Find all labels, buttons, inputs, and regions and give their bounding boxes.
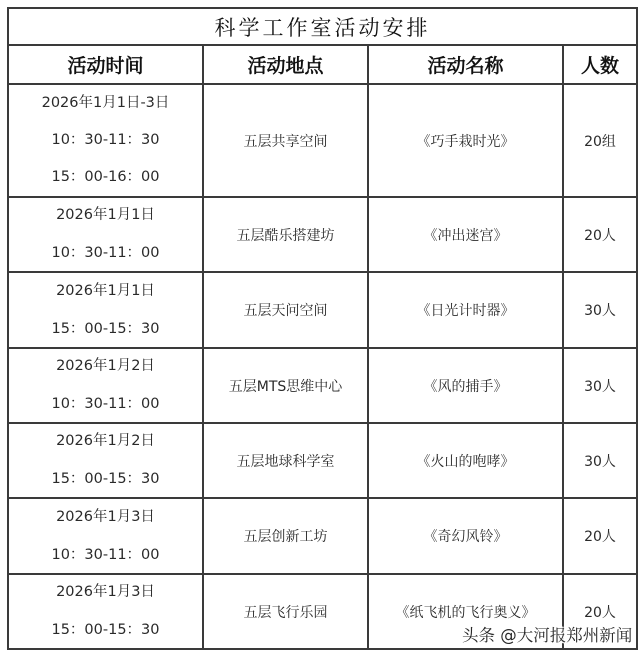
activity-name-cell: 《冲出迷宫》 [368,197,563,272]
date-text: 2026年1月3日 [56,584,155,600]
headcount-cell: 30人 [563,272,637,348]
date-text: 2026年1月1日 [56,282,155,299]
headcount-cell: 30人 [563,423,637,498]
time-cell [8,574,203,649]
date-text: 2026年1月1日-3日 [41,95,170,111]
title-row [8,8,637,45]
headcount-cell: 30人 [563,348,637,423]
location-cell: 五层天问空间 [203,272,368,348]
source-watermark: 头条 @大河报郑州新闻 [462,626,633,645]
table-row [8,84,637,197]
activity-name-cell: 《风的捕手》 [368,348,563,423]
location-cell: 五层共享空间 [203,84,368,197]
location-cell: 五层酷乐搭建坊 [203,197,368,272]
time-range-text: 10：30-11：00 [51,396,160,412]
activity-name-cell: 《日光计时器》 [368,272,563,348]
date-text: 2026年1月2日 [56,358,155,374]
time-range-text: 15：00-15：30 [51,320,160,337]
table-title: 科学工作室活动安排 [8,8,637,45]
time-cell [8,197,203,272]
location-cell: 五层MTS思维中心 [203,348,368,423]
activity-name-cell: 《奇幻风铃》 [368,498,563,574]
time-range-text: 10：30-11：00 [51,546,160,563]
date-text: 2026年1月1日 [56,207,155,223]
headcount-cell: 20人 [563,574,637,649]
time-cell [8,84,203,197]
column-header-time: 活动时间 [8,45,203,84]
column-header-location: 活动地点 [203,45,368,84]
location-cell: 五层创新工坊 [203,498,368,574]
time-cell [8,272,203,348]
activity-name-cell: 《纸飞机的飞行奥义》 [368,574,563,649]
table-row [8,423,637,498]
table-row [8,272,637,348]
activity-schedule-table [7,7,638,650]
time-range-text: 10：30-11：00 [51,245,160,261]
column-header-row [8,45,637,84]
activity-name-cell: 《巧手栽时光》 [368,84,563,197]
headcount-cell: 20组 [563,84,637,197]
activity-name-cell: 《火山的咆哮》 [368,423,563,498]
headcount-cell: 20人 [563,197,637,272]
time-cell [8,423,203,498]
time-range-text: 10：30-11：30 [51,132,160,148]
time-cell [8,498,203,574]
date-text: 2026年1月3日 [56,508,155,525]
location-cell: 五层飞行乐园 [203,574,368,649]
time-range-text: 15：00-15：30 [51,622,160,638]
time-range-text: 15：00-15：30 [51,471,160,487]
location-cell: 五层地球科学室 [203,423,368,498]
headcount-cell: 20人 [563,498,637,574]
table-row [8,197,637,272]
time-cell [8,348,203,423]
column-header-activity-name: 活动名称 [368,45,563,84]
table-row [8,498,637,574]
column-header-headcount: 人数 [563,45,637,84]
table-row [8,348,637,423]
date-text: 2026年1月2日 [56,433,155,449]
time-range-text: 15：00-16：00 [51,169,160,185]
